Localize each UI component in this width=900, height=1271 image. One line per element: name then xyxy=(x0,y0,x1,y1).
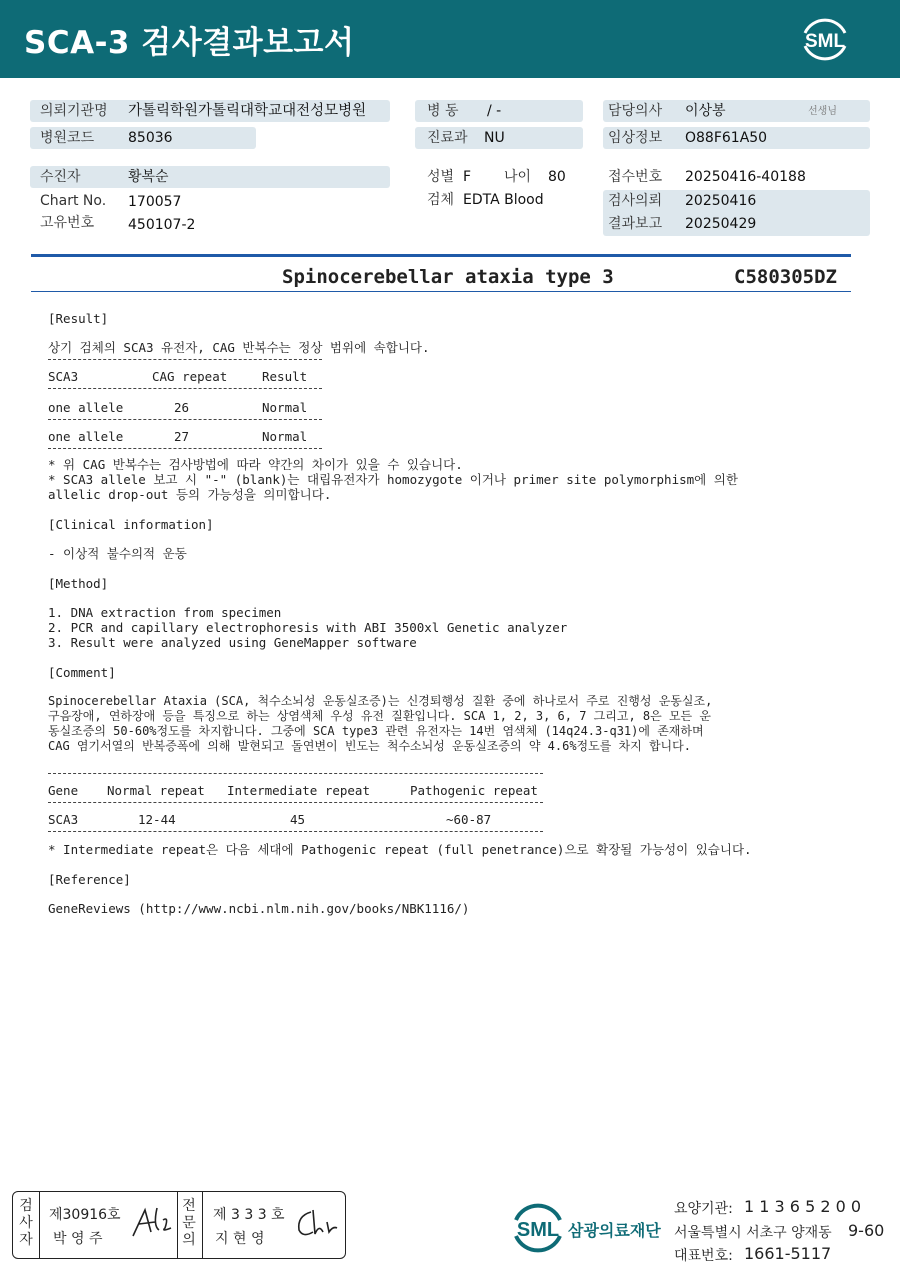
signature-box xyxy=(12,1191,346,1259)
method-item: 1. DNA extraction from specimen xyxy=(48,605,282,620)
result-row-repeat: 26 xyxy=(174,400,190,415)
unique-no-value: 450107-2 xyxy=(128,217,196,233)
repeat-row-pathogenic: ~60-87 xyxy=(446,812,492,827)
doctor-value: 이상봉 xyxy=(685,103,726,119)
result-text: 상기 검체의 SCA3 유전자, CAG 반복수는 정상 범위에 속합니다. xyxy=(48,340,430,355)
method-heading: [Method] xyxy=(48,576,109,591)
chart-no-value: 170057 xyxy=(128,194,182,210)
result-table-rule xyxy=(48,388,322,389)
repeat-header-normal: Normal repeat xyxy=(107,783,205,798)
receipt-value: 20250416-40188 xyxy=(685,169,806,185)
signature-divider xyxy=(177,1192,178,1258)
clinical-info-value: O88F61A50 xyxy=(685,130,768,146)
signature-divider xyxy=(202,1192,203,1258)
chart-no-label: Chart No. xyxy=(40,193,107,209)
comment-heading: [Comment] xyxy=(48,665,116,680)
result-row-result: Normal xyxy=(262,400,308,415)
repeat-header-pathogenic: Pathogenic repeat xyxy=(410,783,538,798)
sex-label: 성별 xyxy=(427,169,455,185)
reference-heading: [Reference] xyxy=(48,872,131,887)
inspector-license-no: 제30916호 xyxy=(49,1207,121,1223)
doctor-label: 담당의사 xyxy=(608,103,663,119)
reference-link[interactable]: GeneReviews (http://www.ncbi.nlm.nih.gov/books/NBK1116/) xyxy=(48,901,470,916)
repeat-table-rule xyxy=(48,802,543,803)
request-date-label: 검사의뢰 xyxy=(608,193,663,209)
patient-value: 황복순 xyxy=(128,169,169,185)
report-code: C580305DZ xyxy=(734,266,837,288)
sml-logo xyxy=(796,13,854,65)
result-note: * SCA3 allele 보고 시 "-" (blank)는 대립유전자가 homozygote 이거나 primer site polymorphism에 의한 xyxy=(48,472,738,487)
result-row-allele: one allele xyxy=(48,400,124,415)
repeat-row-normal: 12-44 xyxy=(138,812,176,827)
specimen-label: 검체 xyxy=(427,192,455,208)
institution-value: 가톨릭학원가톨릭대학교대전성모병원 xyxy=(128,103,367,119)
comment-line: 구음장애, 연하장애 등을 특징으로 하는 상염색체 우성 유전 질환입니다. SCA 1, 2, 3, 6, 7 그리고, 8은 모든 운 xyxy=(48,709,711,723)
report-date-label: 결과보고 xyxy=(608,216,663,232)
result-row-result: Normal xyxy=(262,429,308,444)
repeat-header-intermediate: Intermediate repeat xyxy=(227,783,370,798)
age-label: 나이 xyxy=(504,169,532,185)
repeat-table-rule xyxy=(48,831,543,832)
svg-text:SML: SML xyxy=(516,1219,560,1241)
comment-line: 동실조증의 50-60%정도를 차지합니다. 그중에 SCA type3 관련 유전자는 14번 염색체 (14q24.3-q31)에 존재하며 xyxy=(48,724,704,738)
repeat-row-gene: SCA3 xyxy=(48,812,79,827)
doctor-suffix: 선생님 xyxy=(808,106,837,117)
repeat-header-gene: Gene xyxy=(48,783,79,798)
specimen-value: EDTA Blood xyxy=(463,192,544,208)
sex-value: F xyxy=(463,169,472,185)
specialist-signature xyxy=(293,1204,339,1244)
patient-row xyxy=(30,166,390,188)
ward-label: 병 동 xyxy=(427,103,459,119)
dept-value: NU xyxy=(484,130,505,146)
result-header-repeat: CAG repeat xyxy=(152,369,228,384)
org-name: 삼광의료재단 xyxy=(568,1221,661,1240)
repeat-row-intermediate: 45 xyxy=(290,812,306,827)
title-rule-top xyxy=(31,254,851,257)
ward-value: / - xyxy=(487,103,502,119)
signature-divider xyxy=(39,1192,40,1258)
age-value: 80 xyxy=(548,169,566,185)
care-value: 1 1 3 6 5 2 0 0 xyxy=(744,1197,862,1216)
hospital-code-value: 85036 xyxy=(128,130,173,146)
result-heading: [Result] xyxy=(48,311,109,326)
specialist-name: 지 현 영 xyxy=(215,1231,265,1247)
result-note: allelic drop-out 등의 가능성을 의미합니다. xyxy=(48,487,332,502)
institution-label: 의뢰기관명 xyxy=(40,103,108,119)
inspector-name: 박 영 주 xyxy=(53,1231,103,1247)
result-table-rule xyxy=(48,419,322,420)
svg-text:SML: SML xyxy=(804,31,846,52)
result-row-allele: one allele xyxy=(48,429,124,444)
report-title: Spinocerebellar ataxia type 3 xyxy=(282,266,614,288)
result-header-gene: SCA3 xyxy=(48,369,79,384)
receipt-label: 접수번호 xyxy=(608,169,663,185)
dept-label: 진료과 xyxy=(427,130,468,146)
result-row-repeat: 27 xyxy=(174,429,190,444)
report-date-value: 20250429 xyxy=(685,216,757,232)
result-table-rule xyxy=(48,448,322,449)
inspector-signature xyxy=(129,1202,175,1242)
sml-org-logo-icon xyxy=(508,1198,568,1256)
phone-value: 1661-5117 xyxy=(744,1244,832,1263)
address-no: 9-60 xyxy=(848,1221,885,1240)
repeat-table-rule xyxy=(48,773,543,774)
care-label: 요양기관: xyxy=(674,1201,733,1217)
specialist-side-label: 전 문 의 xyxy=(182,1198,196,1248)
address: 서울특별시 서초구 양재동 xyxy=(674,1225,832,1241)
result-table-rule xyxy=(48,359,322,360)
comment-line: CAG 염기서열의 반복증폭에 의해 발현되고 돌연변이 빈도는 척수소뇌성 운동실조증의 약 4.6%정도를 차지 합니다. xyxy=(48,739,691,753)
method-item: 3. Result were analyzed using GeneMapper software xyxy=(48,635,417,650)
patient-label: 수진자 xyxy=(40,169,81,185)
hospital-code-label: 병원코드 xyxy=(40,130,95,146)
method-item: 2. PCR and capillary electrophoresis with ABI 3500xl Genetic analyzer xyxy=(48,620,568,635)
comment-line: Spinocerebellar Ataxia (SCA, 척수소뇌성 운동실조증)는 신경퇴행성 질환 중에 하나로서 주로 진행성 운동실조, xyxy=(48,694,713,708)
phone-label: 대표번호: xyxy=(674,1248,733,1264)
clinical-text: - 이상적 불수의적 운동 xyxy=(48,546,187,561)
inspector-side-label: 검 사 자 xyxy=(19,1198,33,1248)
result-header-result: Result xyxy=(262,369,308,384)
result-note: * 위 CAG 반복수는 검사방법에 따라 약간의 차이가 있을 수 있습니다. xyxy=(48,457,463,472)
clinical-info-label: 임상정보 xyxy=(608,130,663,146)
specialist-license-no: 제 3 3 3 호 xyxy=(213,1207,285,1223)
clinical-heading: [Clinical information] xyxy=(48,517,214,532)
request-date-value: 20250416 xyxy=(685,193,757,209)
title-rule-bottom xyxy=(31,291,851,292)
repeat-note: * Intermediate repeat은 다음 세대에 Pathogenic repeat (full penetrance)으로 확장될 가능성이 있습니다. xyxy=(48,842,752,857)
unique-no-label: 고유번호 xyxy=(40,215,95,231)
page-title: SCA-3 검사결과보고서 xyxy=(24,25,355,61)
